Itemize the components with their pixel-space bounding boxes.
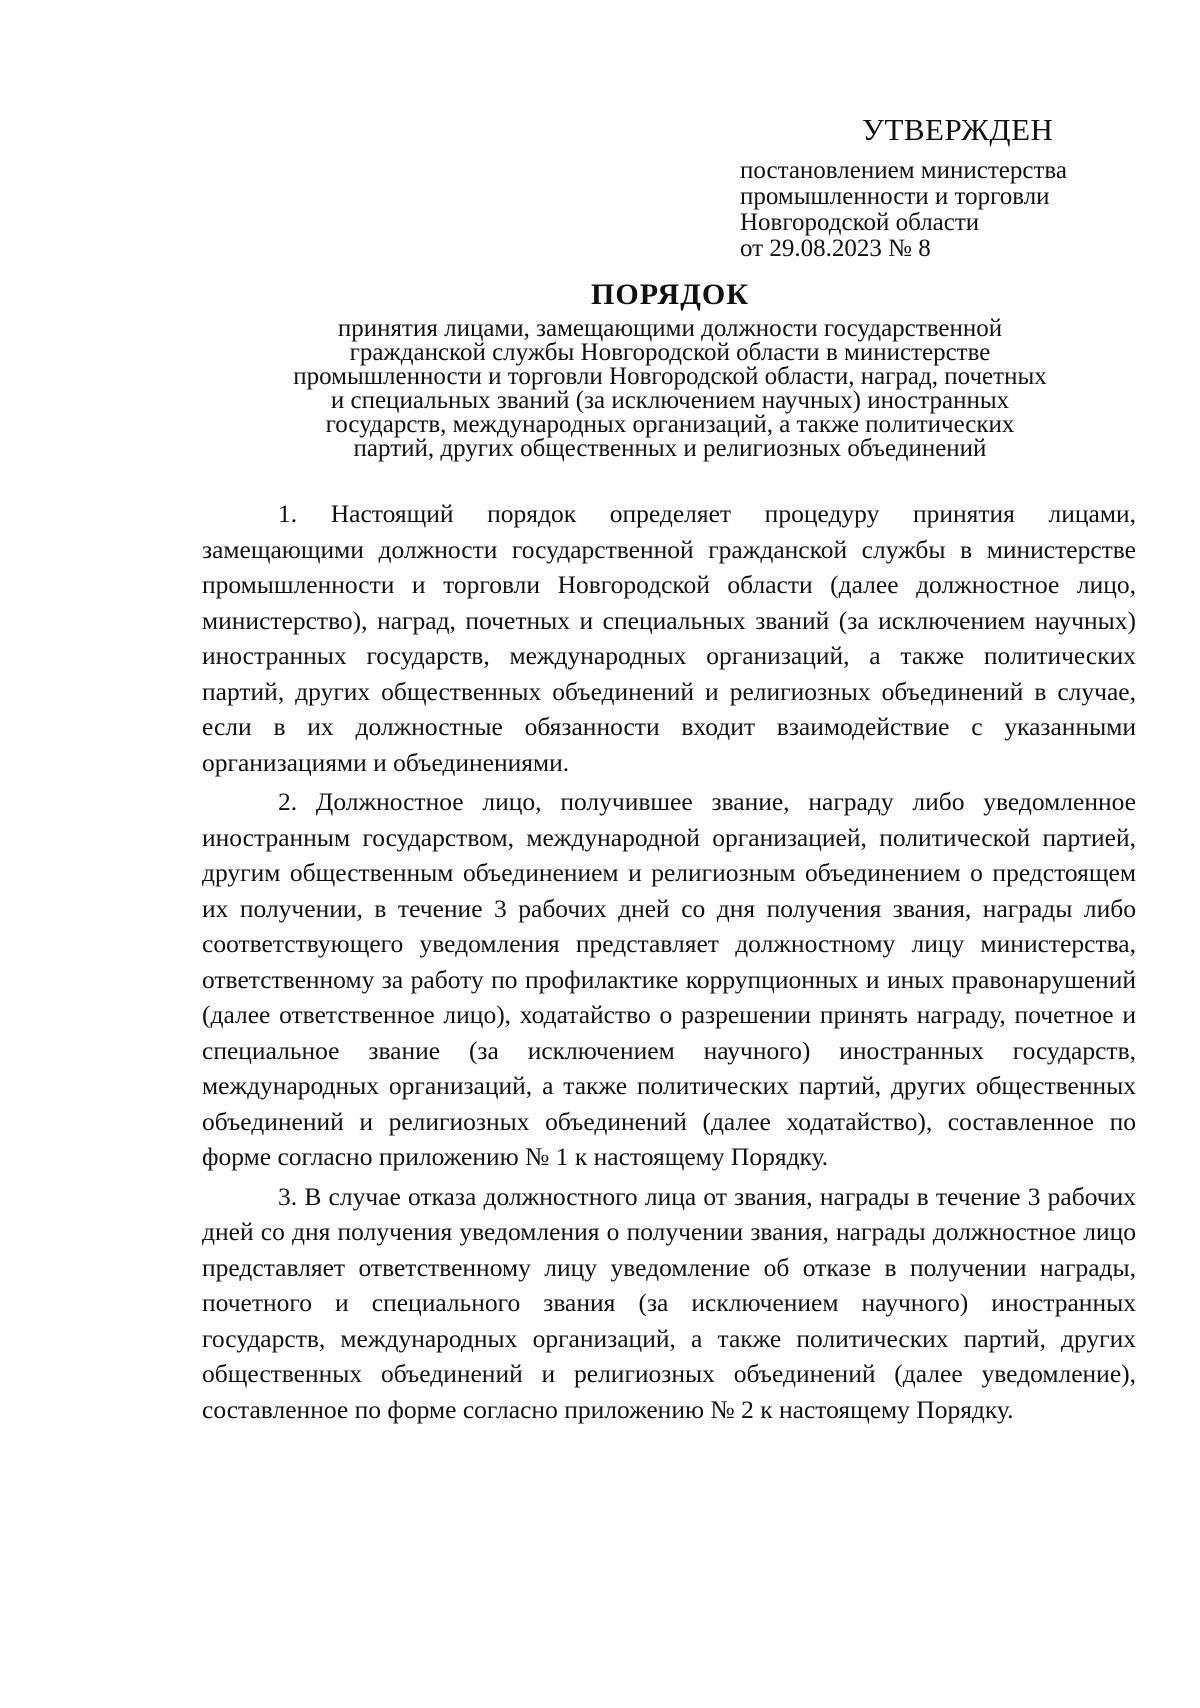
paragraph-1: 1. Настоящий порядок определяет процедуру принятия лицами, замещающими должности государственной гражданской службы в министерстве промышленности и торговли Новгородской области (далее должностное лицо, министерство), наград, почетных и специальных званий (за исключением научных) иностранных государств, международных организаций, а также политических партий, других общественных объединений и религиозных объединений в случае, если в их должностные обязанности входит взаимодействие с указанными организациями и объединениями.	[202, 499, 1136, 777]
document-body	[202, 496, 1136, 1431]
subtitle-line: партий, других общественных и религиозных объединений	[353, 435, 987, 462]
approval-block	[740, 158, 1067, 262]
document-subtitle	[200, 317, 1140, 461]
paragraph-3: 3. В случае отказа должностного лица от звания, награды в течение 3 рабочих дней со дня получения уведомления о получении звания, награды должностное лицо представляет ответственному лицу уведомление об отказе в получении награды, почетного и специального звания (за исключением научного) иностранных государств, международных организаций, а также политических партий, других общественных объединений и религиозных объединений (далее уведомление), составленное по форме согласно приложению № 2 к настоящему Порядку.	[202, 1181, 1136, 1424]
subtitle-line: гражданской службы Новгородской области в министерстве	[349, 339, 991, 366]
approval-line: промышленности и торговли	[740, 183, 1050, 210]
approval-heading: УТВЕРЖДЕН	[862, 112, 1054, 147]
approval-line: от 29.08.2023 № 8	[740, 235, 931, 262]
subtitle-line: и специальных званий (за исключением научных) иностранных	[330, 387, 1010, 414]
approval-line: Новгородской области	[740, 209, 980, 236]
approval-line: постановлением министерства	[740, 157, 1067, 184]
subtitle-line: государств, международных организаций, а также политических	[325, 411, 1015, 438]
paragraph-2: 2. Должностное лицо, получившее звание, награду либо уведомленное иностранным государством, международной организацией, политической партией, другим общественным объединением и религиозным объединением о предстоящем их получении, в течение 3 рабочих дней со дня получения звания, награды либо соответствующего уведомления представляет должностному лицу министерства, ответственному за работу по профилактике коррупционных и иных правонарушений (далее ответственное лицо), ходатайство о разрешении принять награду, почетное и специальное звание (за исключением научного) иностранных государств, международных организаций, а также политических партий, других общественных объединений и религиозных объединений (далее ходатайство), составленное по форме согласно приложению № 1 к настоящему Порядку.	[202, 787, 1136, 1171]
document-title: ПОРЯДОК	[591, 278, 749, 311]
subtitle-line: принятия лицами, замещающими должности государственной	[337, 315, 1003, 342]
subtitle-line: промышленности и торговли Новгородской области, наград, почетных	[293, 363, 1047, 390]
